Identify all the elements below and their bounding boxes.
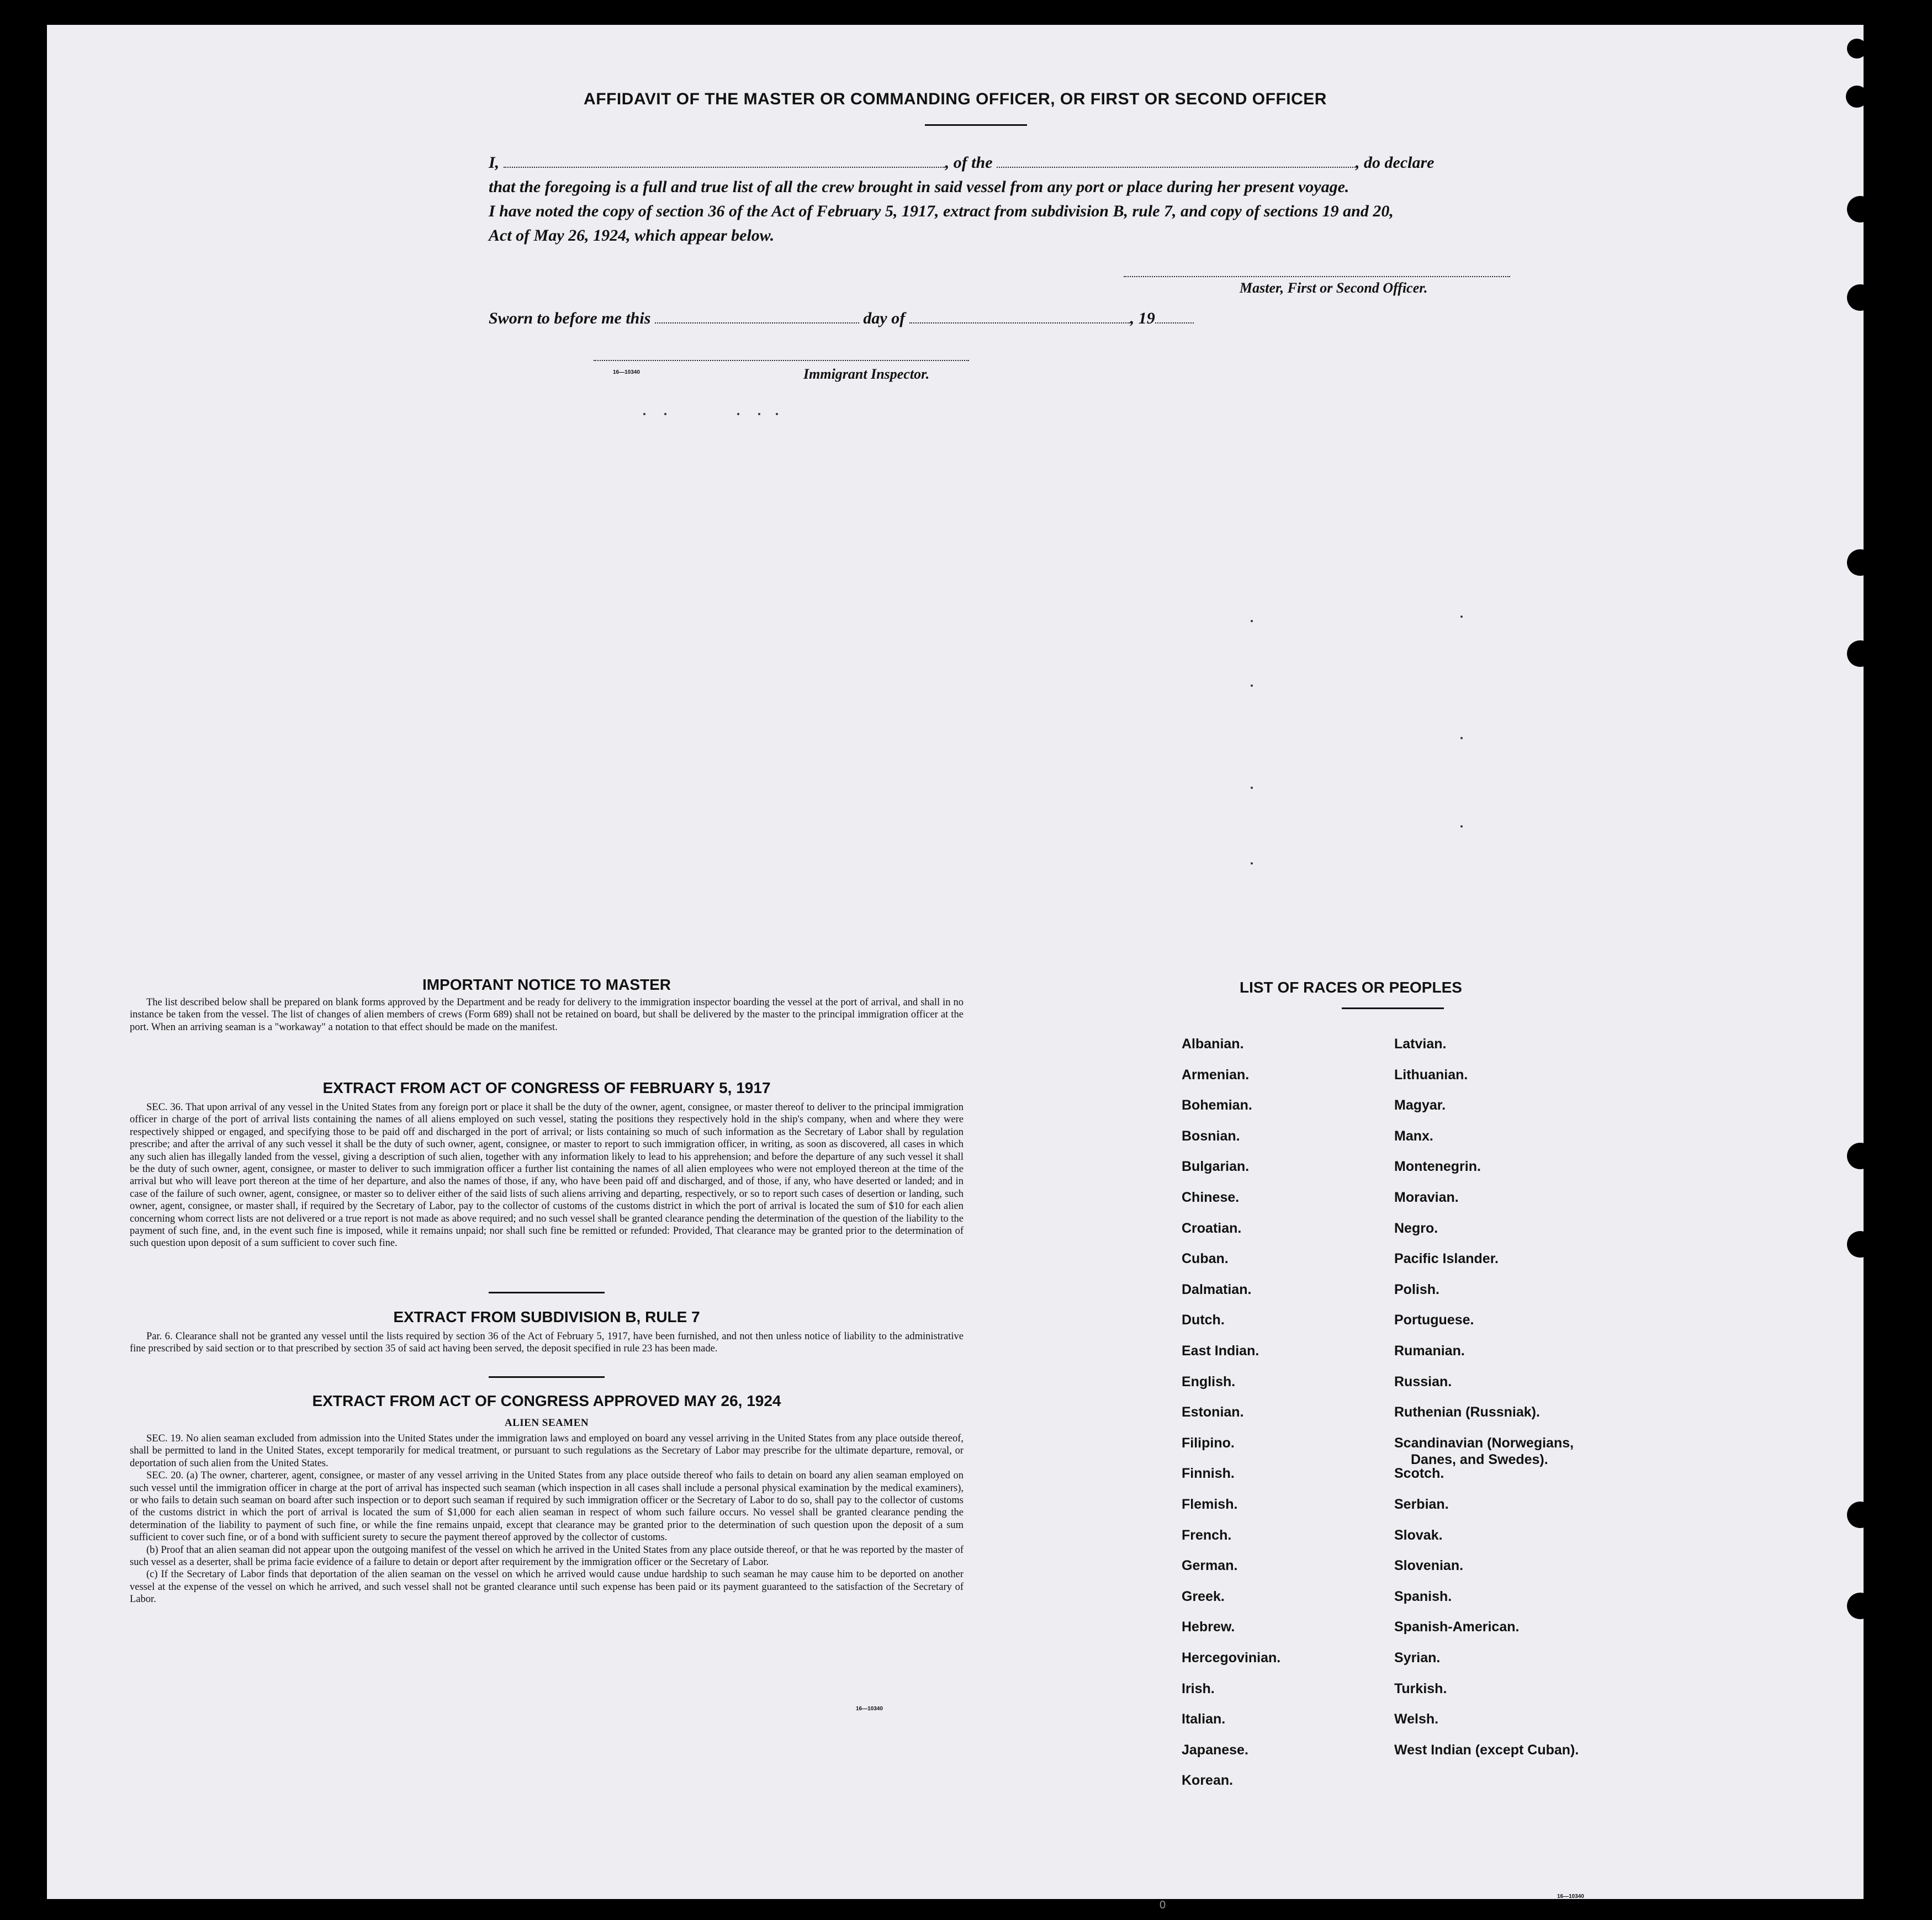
binder-hole — [1847, 640, 1873, 667]
speck — [758, 413, 760, 415]
race-item: Russian. — [1394, 1373, 1452, 1389]
affidavit-title: AFFIDAVIT OF THE MASTER OR COMMANDING OFFICER, OR FIRST OR SECOND OFFICER — [584, 90, 1327, 108]
race-item: French. — [1182, 1527, 1232, 1543]
alien-seamen-subheading: ALIEN SEAMEN — [504, 1417, 589, 1429]
binder-hole — [1847, 1143, 1873, 1169]
binder-hole — [1847, 1593, 1873, 1619]
race-item: Scandinavian (Norwegians, — [1394, 1435, 1574, 1451]
race-item: Cuban. — [1182, 1251, 1229, 1267]
affidavit-i: I, — [489, 153, 500, 172]
race-item: Turkish. — [1394, 1680, 1447, 1696]
affidavit-line-4: Act of May 26, 1924, which appear below. — [489, 226, 775, 245]
affidavit-line-3: I have noted the copy of section 36 of the Act of February 5, 1917, extract from subdivision B, rule 7, and copy of sections 19 and 20, — [489, 202, 1394, 220]
rule-7-heading: EXTRACT FROM SUBDIVISION B, RULE 7 — [393, 1308, 700, 1325]
divider-rule — [489, 1292, 605, 1293]
title-rule — [925, 124, 1027, 126]
race-item: Scotch. — [1394, 1466, 1444, 1482]
race-item: Lithuanian. — [1394, 1067, 1468, 1083]
race-item: Italian. — [1182, 1711, 1226, 1727]
speck — [1251, 620, 1253, 622]
speck — [1251, 787, 1253, 789]
form-number-left: 16—10340 — [856, 1706, 883, 1712]
section-20c: (c) If the Secretary of Labor finds that deportation of the alien seaman on the vessel on which he arrived would cause undue hardship to such seaman he may cause him to be deported on another vessel at the expense of the vessel on which he arrived, and such vessel shall not be granted clearance until such expense has been paid or its payment guaranteed to the satisfaction of the Secretary of Labor. — [130, 1569, 964, 1605]
race-item: Polish. — [1394, 1281, 1439, 1297]
affidavit-do-declare: , do declare — [1356, 153, 1435, 172]
race-item: Ruthenian (Russniak). — [1394, 1404, 1540, 1420]
race-item: Flemish. — [1182, 1497, 1238, 1512]
speck — [776, 413, 778, 415]
race-item: Dalmatian. — [1182, 1281, 1252, 1297]
vessel-blank[interactable] — [997, 151, 1356, 168]
speck — [737, 413, 739, 415]
binder-hole — [1846, 86, 1868, 108]
form-number-top: 16—10340 — [613, 369, 640, 375]
race-item: Welsh. — [1394, 1711, 1439, 1727]
speck — [1460, 825, 1463, 828]
binder-hole — [1847, 39, 1867, 59]
race-item: Manx. — [1394, 1128, 1433, 1144]
year-blank[interactable] — [1155, 307, 1194, 323]
section-19: SEC. 19. No alien seaman excluded from admission into the United States under the immigration laws and employed on board any vessel arriving in the United States from any place outside thereof, shall be permitted to land in the United States, except temporarily for medical treatment, or pursuant to such regulations as the Secretary of Labor may prescribe for the ultimate departure, removal, or deportation of such alien from the United States. — [130, 1433, 964, 1469]
race-item: Montenegrin. — [1394, 1159, 1481, 1175]
race-item: Dutch. — [1182, 1312, 1225, 1328]
race-item: Korean. — [1182, 1773, 1234, 1789]
binder-hole — [1847, 1502, 1873, 1528]
name-blank[interactable] — [504, 151, 945, 168]
race-item: Pacific Islander. — [1394, 1251, 1499, 1267]
race-item: Rumanian. — [1394, 1343, 1465, 1359]
race-item: Moravian. — [1394, 1190, 1459, 1205]
inspector-line[interactable] — [594, 360, 969, 361]
race-item: Japanese. — [1182, 1742, 1248, 1758]
year-label: , 19 — [1130, 309, 1155, 327]
act-1917-text: SEC. 36. That upon arrival of any vessel in the United States from any foreign port or place it shall be the duty of the owner, agent, consignee, or master thereof to deliver to the principal immigration officer in charge of the port of arrival lists containing the names of all aliens employed on such vessel, stating the positions they respectively hold in the ship's company, when and where they were respectively shipped or engaged, and specifying those to be paid off and discharged in the port of arrival; or lists containing so much of such information as the Secretary of Labor shall by regulation prescribe; and after the arrival of any such vessel it shall be the duty of such owner, agent, consignee, or master to report to such immigration officer, in writing, as soon as discovered, all cases in which any such alien has illegally landed from the vessel, giving a description of such alien, together with any information likely to lead to his apprehension; and before the departure of any such vessel it shall be the duty of such owner, agent, consignee, or master to deliver to such immigration officer a further list containing the names of all alien employees who were not employed thereon at the time of the arrival but who will leave port thereon at the time of her departure, and also the names of those, if any, who have been paid off and discharged, and of those, if any, who have deserted or landed; and in case of the failure of such owner, agent, consignee, or master so to deliver either of the said lists of such aliens arriving and departing, respectively, or so to report such cases of desertion or landing, such owner, agent, consignee, or master shall, if required by the Secretary of Labor, pay to the collector of customs of the customs district in which the port of arrival is located the sum of $10 for each alien concerning whom correct lists are not delivered or a true report is not made as above required; and no such vessel shall be granted clearance pending the determination of the question of the liability to the payment of such fine, and, in the event such fine is imposed, while it remains unpaid; nor shall such fine be remitted or refunded: Provided, That clearance may be granted prior to the determination of such question upon deposit of a sum sufficient to cover such fine. — [130, 1102, 964, 1249]
race-item: Hercegovinian. — [1182, 1650, 1281, 1666]
race-item: English. — [1182, 1373, 1236, 1389]
speck — [664, 413, 666, 415]
affidavit-of-the: , of the — [945, 153, 993, 172]
binder-hole — [1847, 196, 1873, 222]
race-item: Bulgarian. — [1182, 1159, 1250, 1175]
race-item: Croatian. — [1182, 1220, 1242, 1236]
act-1917-heading: EXTRACT FROM ACT OF CONGRESS OF FEBRUARY 5, 1917 — [322, 1079, 771, 1096]
race-item: Magyar. — [1394, 1097, 1446, 1113]
race-item: East Indian. — [1182, 1343, 1259, 1359]
race-item: Slovenian. — [1394, 1558, 1464, 1574]
affidavit-line-2: that the foregoing is a full and true list of all the crew brought in said vessel from any port or place during her present voyage. — [489, 178, 1349, 196]
act-1924-heading: EXTRACT FROM ACT OF CONGRESS APPROVED MAY 26, 1924 — [312, 1392, 781, 1409]
rule-7-text: Par. 6. Clearance shall not be granted any vessel until the lists required by section 36 of the Act of February 5, 1917, have been furnished, and not then unless notice of liability to the administrative fine prescribed by said section or to that prescribed by section 35 of said act having been served, the deposit specified in rule 23 has been made. — [130, 1331, 964, 1355]
race-item: Portuguese. — [1394, 1312, 1474, 1328]
binder-hole — [1847, 1231, 1873, 1258]
footer-mark: 0 — [1160, 1899, 1166, 1911]
race-item: Armenian. — [1182, 1067, 1250, 1083]
race-item: Spanish-American. — [1394, 1619, 1520, 1635]
race-item: Filipino. — [1182, 1435, 1235, 1451]
sworn-label: Sworn to before me this — [489, 309, 651, 327]
races-title: LIST OF RACES OR PEOPLES — [1240, 979, 1462, 996]
signature-line[interactable] — [1124, 276, 1510, 277]
race-item: Irish. — [1182, 1680, 1215, 1696]
race-item: Bosnian. — [1182, 1128, 1240, 1144]
race-item: Albanian. — [1182, 1036, 1244, 1052]
race-item: German. — [1182, 1558, 1238, 1574]
binder-hole — [1847, 284, 1873, 311]
race-item: Danes, and Swedes). — [1411, 1451, 1548, 1467]
race-item: West Indian (except Cuban). — [1394, 1742, 1579, 1758]
month-blank[interactable] — [909, 307, 1130, 323]
section-20b: (b) Proof that an alien seaman did not appear upon the outgoing manifest of the vessel on which he arrived in the United States from any place outside thereof, or that he was reported by the master of such vessel as a deserter, shall be prima facie evidence of a failure to detain or deport after requirement by the immigration officer or the Secretary of Labor. — [130, 1544, 964, 1568]
race-item: Serbian. — [1394, 1497, 1449, 1512]
affidavit-line-1 — [489, 151, 1527, 175]
day-blank[interactable] — [655, 307, 859, 323]
races-rule — [1342, 1007, 1444, 1009]
section-20a: SEC. 20. (a) The owner, charterer, agent, consignee, or master of any vessel arriving in the United States from any place outside thereof who fails to detain on board any alien seaman employed on such vessel until the immigration officer in charge at the port of arrival has inspected such seaman (which inspection in all cases shall include a personal physical examination by the medical examiners), or who fails to detain such seaman on board after such inspection or to deport such seaman if required by such immigration officer or the Secretary of Labor to do so, shall pay to the collector of customs of the customs district in which the port of arrival is located the sum of $1,000 for each alien seaman in respect of whom such failure occurs. No vessel shall be granted clearance pending the determination of the liability to payment of such fine, or while the fine remains unpaid, except that clearance may be granted prior to the determination of such question upon the deposit of a sum sufficient to cover such fine, or of a bond with sufficient surety to secure the payment thereof approved by the collector of customs. — [130, 1470, 964, 1544]
speck — [643, 413, 645, 415]
notice-text: The list described below shall be prepared on blank forms approved by the Department and be ready for delivery to the immigration inspector boarding the vessel at the port of arrival, and shall in no instance be taken from the vessel. The list of changes of alien members of crews (Form 689) shall not be retained on board, but shall be delivered by the master to the principal immigration officer at the port. When an arriving seaman is a "workaway" a notation to that effect should be made on the manifest. — [130, 997, 964, 1033]
speck — [1460, 737, 1463, 739]
race-item: Bohemian. — [1182, 1097, 1252, 1113]
inspector-caption: Immigrant Inspector. — [803, 366, 930, 382]
race-item: Negro. — [1394, 1220, 1438, 1236]
binder-hole — [1847, 549, 1873, 576]
sworn-line — [489, 306, 1527, 331]
divider-rule — [489, 1376, 605, 1378]
race-item: Greek. — [1182, 1588, 1225, 1604]
race-item: Slovak. — [1394, 1527, 1443, 1543]
speck — [1251, 862, 1253, 864]
speck — [1460, 616, 1463, 618]
act-1924-text — [130, 1433, 964, 1606]
notice-heading: IMPORTANT NOTICE TO MASTER — [422, 976, 671, 993]
race-item: Latvian. — [1394, 1036, 1447, 1052]
day-of-label: day of — [863, 309, 906, 327]
document-page — [47, 25, 1864, 1899]
speck — [1251, 685, 1253, 687]
race-item: Hebrew. — [1182, 1619, 1235, 1635]
form-number-races: 16—10340 — [1557, 1894, 1584, 1899]
race-item: Syrian. — [1394, 1650, 1441, 1666]
signature-caption: Master, First or Second Officer. — [1240, 280, 1428, 296]
race-item: Spanish. — [1394, 1588, 1452, 1604]
race-item: Chinese. — [1182, 1190, 1240, 1205]
race-item: Finnish. — [1182, 1466, 1235, 1482]
race-item: Estonian. — [1182, 1404, 1244, 1420]
